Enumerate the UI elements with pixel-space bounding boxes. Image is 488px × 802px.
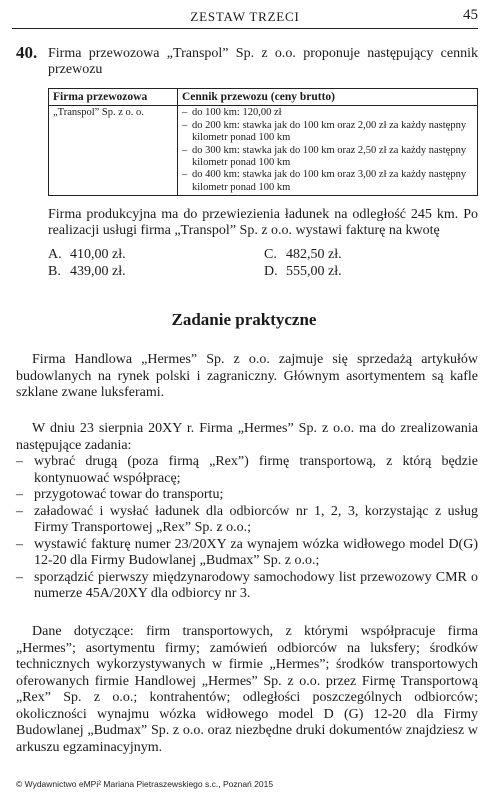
price-item: – do 400 km: stawka jak do 100 km oraz 3,00 zł za każdy następny kilometr ponad 100 km [182, 169, 473, 194]
section-title: Zadanie praktyczne [171, 310, 317, 329]
task-text: załadować i wysłać ładunek dla odbiorców nr 1, 2, 3, korzystając z usług Firmy Transportowej „Rex” Sp. z o.o.; [34, 503, 478, 535]
running-title: ZESTAW TRZECI [190, 9, 300, 24]
intro-text: Firma Handlowa „Hermes” Sp. z o.o. zajmuje się sprzedażą artykułów budowlanych na rynek polski i zagraniczny. Głównym asortymentem są kafle szklane zwane luksferami. [16, 352, 478, 400]
task-text: przygotować towar do transportu; [34, 487, 224, 502]
task-item: – wybrać drugą (poza firmą „Rex”) firmę transportową, z którą będzie kontynuować współpracę; [16, 454, 478, 486]
table-header-firm: Firma przewozowa [49, 89, 178, 106]
table-header-prices: Cennik przewozu (ceny brutto) [178, 89, 478, 106]
question-number: 40. [16, 43, 38, 62]
answer-value: 410,00 zł. [70, 247, 126, 262]
price-item-text: do 300 km: stawka jak do 100 km oraz 2,50 zł za każdy następny kilometr ponad 100 km [192, 144, 467, 169]
table-cell-prices [178, 106, 478, 196]
copyright-footer: © Wydawnictwo eMPi² Mariana Pietraszewskiego s.c., Poznań 2015 [16, 779, 274, 789]
answer-letter: B. [48, 264, 61, 279]
tasks-intro: W dniu 23 sierpnia 20XY r. Firma „Hermes” Sp. z o.o. ma do zrealizowania następujące zadania: [16, 421, 478, 453]
price-item: – do 200 km: stawka jak do 100 km oraz 2,00 zł za każdy następny kilometr ponad 100 km [182, 120, 473, 145]
table-cell-firm: „Transpol” Sp. z o. o. [49, 106, 178, 196]
price-item: – do 100 km: 120,00 zł [182, 107, 473, 119]
answer-option-b[interactable] [48, 263, 126, 280]
task-text: wystawić fakturę numer 23/20XY za wynajem wózka widłowego model D(G) 12-20 dla Firmy Budowlanej „Budmax” Sp. z o.o.; [34, 536, 478, 568]
tasks-block [16, 421, 478, 603]
answer-letter: A. [48, 247, 62, 262]
data-paragraph [16, 624, 478, 756]
table-row [49, 106, 478, 196]
table-header-row [49, 89, 478, 106]
page-number: 45 [463, 7, 478, 23]
task-item: – wystawić fakturę numer 23/20XY za wynajem wózka widłowego model D(G) 12-20 dla Firmy Budowlanej „Budmax” Sp. z o.o.; [16, 536, 478, 568]
task-item: – przygotować towar do transportu; [16, 487, 478, 504]
price-item-text: do 100 km: 120,00 zł [192, 107, 282, 119]
answer-value: 482,50 zł. [286, 247, 342, 262]
task-text: sporządzić pierwszy międzynarodowy samochodowy list przewozowy CMR o numerze 45A/20XY dla odbiorcy nr 3. [34, 569, 478, 601]
page-header [12, 6, 478, 29]
task-item: – sporządzić pierwszy międzynarodowy samochodowy list przewozowy CMR o numerze 45A/20XY dla odbiorcy nr 3. [16, 569, 478, 601]
answer-option-c[interactable] [264, 246, 342, 263]
answer-option-d[interactable] [264, 263, 342, 280]
question-text: Firma przewozowa „Transpol” Sp. z o.o. proponuje następujący cennik przewozu [48, 46, 478, 77]
answer-letter: C. [264, 247, 277, 262]
data-text: Dane dotyczące: firm transportowych, z którymi współpracuje firma „Hermes”; asortymentu firmy; zamówień odbiorców na luksfery; środków technicznych wykorzystywanych w firmie „Hermes”; środków transportowych oferowanych firmie Handlowej „Hermes” Sp. z o.o. przez Firmę Transportową „Rex” Sp. z o.o.; kontrahentów; odległości poszczególnych odbiorców; okoliczności wynajmu wózka widłowego model D (G) 12-20 dla Firmy Budowlanej „Budmax” Sp. z o.o. oraz niezbędne druki dokumentów znajdziesz w arkuszu egzaminacyjnym. [16, 624, 478, 755]
task-text: wybrać drugą (poza firmą „Rex”) firmę transportową, z którą będzie kontynuować współpracę; [34, 454, 478, 486]
answer-value: 439,00 zł. [70, 264, 126, 279]
question-followup: Firma produkcyjna ma do przewiezienia ładunek na odległość 245 km. Po realizacji usługi firma „Transpol” Sp. z o.o. wystawi fakturę na kwotę [48, 207, 478, 238]
answer-value: 555,00 zł. [286, 264, 342, 279]
task-item: – załadować i wysłać ładunek dla odbiorców nr 1, 2, 3, korzystając z usług Firmy Transportowej „Rex” Sp. z o.o.; [16, 503, 478, 535]
price-item-text: do 200 km: stawka jak do 100 km oraz 2,00 zł za każdy następny kilometr ponad 100 km [192, 119, 467, 144]
price-item: – do 300 km: stawka jak do 100 km oraz 2,50 zł za każdy następny kilometr ponad 100 km [182, 145, 473, 170]
price-table [48, 88, 478, 196]
price-item-text: do 400 km: stawka jak do 100 km oraz 3,00 zł za każdy następny kilometr ponad 100 km [192, 169, 467, 193]
answer-letter: D. [264, 264, 278, 279]
intro-paragraph [16, 352, 478, 402]
answer-option-a[interactable] [48, 246, 126, 263]
